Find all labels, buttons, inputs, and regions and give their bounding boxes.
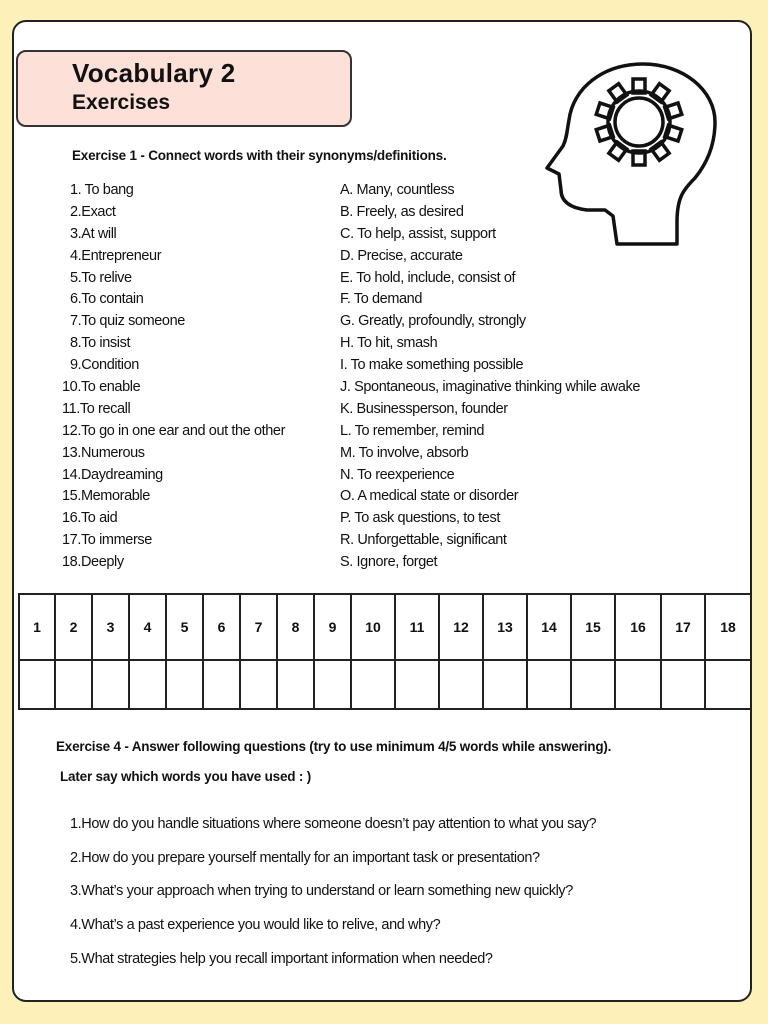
word-item: 11.To recall xyxy=(62,400,131,417)
definition-item: K. Businessperson, founder xyxy=(340,400,508,417)
word-item: 8.To insist xyxy=(70,335,131,352)
word-item: 17.To immerse xyxy=(62,532,152,549)
question-item: 5.What strategies help you recall important information when needed? xyxy=(70,951,493,967)
word-item: 4.Entrepreneur xyxy=(70,247,162,264)
answer-blank-cell[interactable] xyxy=(55,660,92,709)
page-subtitle: Exercises xyxy=(72,91,171,114)
definition-item: D. Precise, accurate xyxy=(340,247,463,264)
answer-blank-cell[interactable] xyxy=(395,660,439,709)
word-item: 10.To enable xyxy=(62,379,141,396)
word-item: 3.At will xyxy=(70,225,117,242)
word-item: 18.Deeply xyxy=(62,554,124,571)
word-item: 15.Memorable xyxy=(62,488,150,505)
word-item: 14.Daydreaming xyxy=(62,466,163,483)
definition-item: J. Spontaneous, imaginative thinking while awake xyxy=(340,379,640,396)
answer-blank-cell[interactable] xyxy=(92,660,129,709)
answer-number: 4 xyxy=(129,594,166,660)
answer-number: 16 xyxy=(615,594,661,660)
answer-table xyxy=(18,593,752,710)
answer-number: 14 xyxy=(527,594,571,660)
word-item: 9.Condition xyxy=(70,357,139,374)
definition-item: R. Unforgettable, significant xyxy=(340,532,507,549)
answer-blank-cell[interactable] xyxy=(615,660,661,709)
definition-item: N. To reexperience xyxy=(340,466,455,483)
answer-number: 9 xyxy=(314,594,351,660)
word-item: 12.To go in one ear and out the other xyxy=(62,422,286,439)
definition-item: H. To hit, smash xyxy=(340,335,438,352)
answer-number-row xyxy=(19,594,751,660)
word-item: 1. To bang xyxy=(70,182,134,198)
definition-item: A. Many, countless xyxy=(340,182,455,198)
exercise4-heading: Exercise 4 - Answer following questions (try to use minimum 4/5 words while answering). xyxy=(56,739,612,754)
answer-number: 5 xyxy=(166,594,203,660)
definition-item: E. To hold, include, consist of xyxy=(340,269,516,286)
answer-number: 13 xyxy=(483,594,527,660)
word-item: 16.To aid xyxy=(62,510,118,527)
answer-blank-cell[interactable] xyxy=(277,660,314,709)
definition-item: B. Freely, as desired xyxy=(340,203,464,220)
word-item: 6.To contain xyxy=(70,291,144,308)
question-item: 2.How do you prepare yourself mentally for an important task or presentation? xyxy=(70,850,540,866)
answer-blank-cell[interactable] xyxy=(19,660,55,709)
answer-number: 7 xyxy=(240,594,277,660)
gear-icon xyxy=(596,79,681,165)
definition-item: G. Greatly, profoundly, strongly xyxy=(340,313,526,330)
answer-number: 15 xyxy=(571,594,615,660)
answer-number: 3 xyxy=(92,594,129,660)
answer-number: 17 xyxy=(661,594,705,660)
answer-blank-cell[interactable] xyxy=(661,660,705,709)
answer-number: 18 xyxy=(705,594,751,660)
answer-blank-cell[interactable] xyxy=(166,660,203,709)
definition-item: P. To ask questions, to test xyxy=(340,510,500,527)
answer-number: 11 xyxy=(395,594,439,660)
exercise4-subheading: Later say which words you have used : ) xyxy=(60,769,312,784)
answer-blank-cell[interactable] xyxy=(705,660,751,709)
answer-blank-cell[interactable] xyxy=(483,660,527,709)
definition-item: M. To involve, absorb xyxy=(340,444,469,461)
word-item: 13.Numerous xyxy=(62,444,145,461)
word-item: 2.Exact xyxy=(70,203,116,220)
definition-item: O. A medical state or disorder xyxy=(340,488,519,505)
answer-blank-cell[interactable] xyxy=(351,660,395,709)
word-list xyxy=(62,180,286,574)
answer-number: 2 xyxy=(55,594,92,660)
word-item: 7.To quiz someone xyxy=(70,313,185,330)
answer-number: 12 xyxy=(439,594,483,660)
answer-number: 6 xyxy=(203,594,240,660)
answer-blank-cell[interactable] xyxy=(571,660,615,709)
page-title: Vocabulary 2 xyxy=(72,58,236,88)
answer-blank-cell[interactable] xyxy=(240,660,277,709)
definition-item: I. To make something possible xyxy=(340,357,524,374)
definition-item: S. Ignore, forget xyxy=(340,554,438,571)
answer-blank-cell[interactable] xyxy=(527,660,571,709)
question-item: 3.What’s your approach when trying to understand or learn something new quickly? xyxy=(70,883,573,899)
question-item: 4.What’s a past experience you would like to relive, and why? xyxy=(70,917,441,933)
answer-number: 1 xyxy=(19,594,55,660)
answer-number: 8 xyxy=(277,594,314,660)
definition-item: L. To remember, remind xyxy=(340,422,485,439)
definition-item: C. To help, assist, support xyxy=(340,225,496,242)
exercise1-heading: Exercise 1 - Connect words with their synonyms/definitions. xyxy=(72,148,447,163)
answer-blank-cell[interactable] xyxy=(314,660,351,709)
answer-blank-cell[interactable] xyxy=(439,660,483,709)
question-item: 1.How do you handle situations where someone doesn’t pay attention to what you say? xyxy=(70,816,597,832)
word-item: 5.To relive xyxy=(70,269,132,286)
answer-blank-cell[interactable] xyxy=(129,660,166,709)
definition-list xyxy=(340,180,640,574)
definition-item: F. To demand xyxy=(340,291,422,308)
answer-number: 10 xyxy=(351,594,395,660)
answer-blank-row xyxy=(19,660,751,709)
answer-blank-cell[interactable] xyxy=(203,660,240,709)
